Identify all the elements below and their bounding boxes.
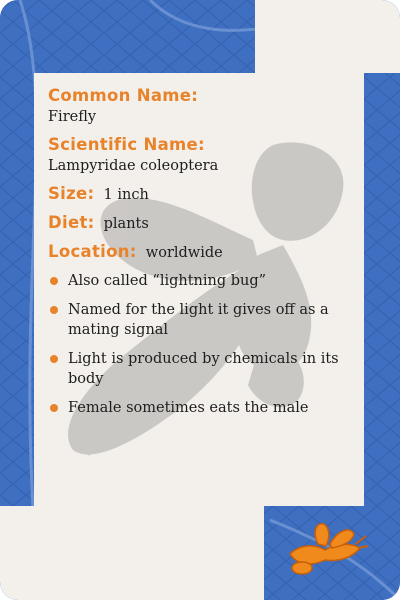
diet-value: plants (103, 216, 149, 232)
facts-list (48, 271, 368, 418)
fact-text: Light is produced by chemicals in its body (68, 351, 339, 387)
location-row (48, 242, 368, 261)
common-name-label: Common Name: (48, 86, 199, 105)
size-value: 1 inch (103, 187, 149, 203)
common-name-value: Firefly (48, 109, 97, 125)
fact-text: Named for the light it gives off as a mating signal (68, 302, 329, 338)
diet-label: Diet: (48, 213, 95, 232)
scientific-name-value: Lampyridae coleoptera (48, 158, 219, 174)
fact-item (48, 271, 368, 291)
panel-bottom-left-corner (0, 506, 34, 600)
bullet-icon (50, 306, 58, 314)
fact-text: Also called “lightning bug” (68, 273, 267, 289)
location-label: Location: (48, 242, 137, 261)
bullet-icon (50, 404, 58, 412)
size-row (48, 184, 368, 203)
panel-bottom-extension (34, 506, 264, 600)
panel-top-extension (255, 0, 400, 73)
orange-firefly-icon (280, 514, 370, 586)
size-label: Size: (48, 184, 95, 203)
fact-text: Female sometimes eats the male (68, 400, 309, 416)
diet-row (48, 213, 368, 232)
scientific-name-label: Scientific Name: (48, 135, 205, 154)
location-value: worldwide (145, 245, 223, 261)
scientific-name-row (48, 135, 368, 174)
fact-item (48, 300, 368, 340)
fact-item (48, 398, 368, 418)
fact-item (48, 349, 368, 389)
bullet-icon (50, 355, 58, 363)
bullet-icon (50, 277, 58, 285)
card-content (48, 86, 368, 427)
common-name-row (48, 86, 368, 125)
